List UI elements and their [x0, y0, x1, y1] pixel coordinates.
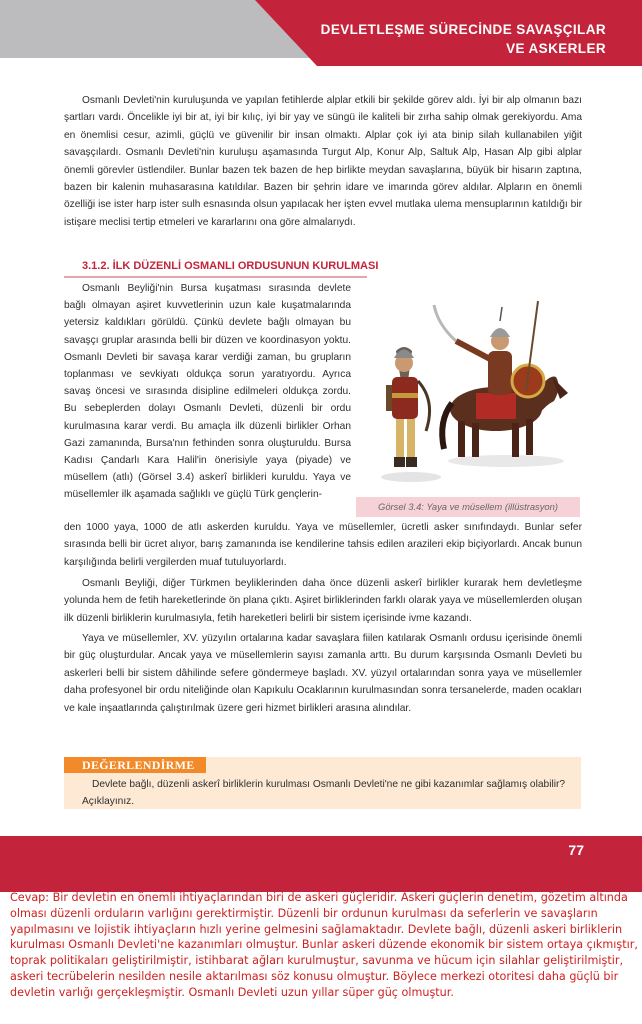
evaluation-question: [82, 776, 574, 810]
yaya-musellem-illustration: [356, 281, 580, 497]
page-number: 77: [568, 842, 584, 858]
rider-figure: [434, 301, 544, 397]
infantry-figure: [386, 347, 430, 467]
chapter-title-line2: VE ASKERLER: [506, 41, 606, 56]
chapter-title: [306, 20, 606, 58]
section-paragraph-3: [64, 630, 582, 717]
section-paragraph-2-text: Osmanlı Beyliği, diğer Türkmen beyliklerinden daha önce düzenli askerî birlikler kurarak hem devletleşme yolunda hem de fetih hareketlerinde ön plana çıktı. Aşiret birliklerinden farklı olarak yaya ve müsellemlerden oluşan ilk düzenli birliklerin kurulmasıyla, fetih hareketleri belirli bir sistem içerisinde ivme kazandı.: [64, 578, 582, 624]
section-paragraph-3-text: Yaya ve müsellemler, XV. yüzyılın ortalarına kadar savaşlara fiilen katılarak Osmanlı ordusu içerisinde önemli bir güç oluşturdular. Ancak yaya ve müsellemlerin sayısı zamanla arttı. Bu durum karşısında Osmanlı Devleti bu askerleri belli bir sistem dâhilinde sefere göndermeye başladı. XV. yüzyıl ortalarından sonra yaya ve müsellemler daha profesyonel bir ordu niteliğinde olan Kapıkulu Ocaklarının kurulmasından sonra tersanelerde, maden ocakları ve kale inşaatlarında çalıştırılmak üzere geri hizmet birlikleri arasına alındılar.: [64, 633, 582, 714]
figure-illustration: [356, 281, 580, 513]
evaluation-label: DEĞERLENDİRME: [64, 757, 206, 773]
section-underline: [64, 276, 367, 278]
chapter-title-line1: DEVLETLEŞME SÜRECİNDE SAVAŞÇILAR: [320, 22, 606, 37]
evaluation-question-text: Devlete bağlı, düzenli askerî birliklerin kurulması Osmanlı Devleti'ne ne gibi kazanımlar sağlamış olabilir? Açıklayınız.: [82, 779, 566, 807]
section-paragraph-2: [64, 575, 582, 627]
figure-caption: Görsel 3.4: Yaya ve müsellem (illüstrasyon): [356, 497, 580, 517]
intro-paragraph-text: Osmanlı Devleti'nin kuruluşunda ve yapılan fetihlerde alplar etkili bir şekilde görev aldı. İyi bir alp olmanın bazı şartları vardı. Öncelikle iyi bir at, iyi bir kılıç, iyi bir yay ve süngü ile kaliteli bir zırha sahip olmak gerekiyordu. Ama en önemlisi cesur, azimli, güçlü ve güvenilir bir insan olmaktı. Alplar çok iyi ata binip silah kullanabilen yiğit savaşçılardı. Osmanlı Devleti'nin kuruluşu aşamasında Turgut Alp, Konur Alp, Saltuk Alp, Hasan Alp gibi alplar önemli görevler üstlendiler. Bunlar bazen tek bazen de hep birlikte meydan savaşlarına, büyük bir hisarın zaptına, bazen bir kalenin muhasarasına katıldılar. Bazen bir şehrin idare ve imarında görev aldılar. Alpların en önemli özelliği ise ister harp ister sulh esnasında olsun yapılacak her işten evvel mutlaka ulema mensuplarının katıldığı bir istişare meclisi tertip etmeleri ve kararlarını ona göre almalarıydı.: [64, 95, 582, 228]
answer-text: Cevap: Bir devletin en önemli ihtiyaçlarından biri de askeri güçleridir. Askeri güçlerin denetim, gözetim altında olması düzenli orduların varlığını gerektirmiştir. Düzenli bir ordunun kurulması da seferlerin ve savaşların yapılmasını ve lojistik ihtiyaçların hızlı yerine gelmesini sağlamaktadır. Devlete bağlı, düzenli askeri birliklerin kurulması Osmanlı Devleti'ne kazanımları olmuştur. Bunlar askeri düzende ekonomik bir sistem ortaya çıkmıştır, toprak politikaları geliştirilmiştir, istihbarat ağları kurulmuştur, savunma ve hücum için silahlar geliştirilmiştir, askeri tecrübelerin nesilden nesile aktarılması söz konusu olmuştur. Böylece merkezi otoritesi daha güçlü bir devletin varlığı gerçekleşmiştir. Osmanlı Devleti uzun yıllar süper güç olmuştur.: [10, 891, 638, 999]
section-paragraph-1-text: Osmanlı Beyliği'nin Bursa kuşatması sırasında devlete bağlı olmayan aşiret kuvvetlerinin uzun kale kuşatmalarında yetersiz kaldıkları görüldü. Çünkü devlete bağlı olmayan bu savaşçı gruplar arasında belli bir düzen ve koordinasyon yoktu. Osmanlı Devleti bir savaşa karar verdiği zaman, bu grupların toplanması ve sevkiyatı oldukça sorun yaratıyordu. Ayrıca savaş öncesi ve sırasında disipline edilmeleri oldukça zordu. Bu sebeplerden dolayı Osmanlı Devleti, düzenli bir ordu kurulmasına karar verdi. Bu amaçla ilk düzenli birlikler Orhan Gazi zamanında, Bursa'nın fethinden sonra oluşturuldu. Bursa Kadısı Çandarlı Kara Halil'in önerisiyle yaya (piyade) ve müsellem (atlı) (Görsel 3.4) askerî birlikleri kuruldu. Yaya ve müsellemler ilk aşamada sağlıklı ve güçlü Türk gençlerin-: [64, 283, 351, 501]
section-paragraph-1: [64, 280, 351, 504]
section-paragraph-1-continued: den 1000 yaya, 1000 de atlı askerden kuruldu. Yaya ve müsellemler, ücretli asker sınıfındaydı. Bunlar sefer sırasında belli bir ücret alıyor, barış zamanında ise kendilerine tahsis edilen arazileri ekip biçiyorlardı. Ancak bunun karşılığında belirli vergilerden muaf tutuluyorlardı.: [64, 522, 582, 568]
section-title: 3.1.2. İLK DÜZENLİ OSMANLI ORDUSUNUN KURULMASI: [82, 260, 379, 272]
footer-band: [0, 836, 642, 892]
intro-paragraph: [64, 92, 582, 231]
